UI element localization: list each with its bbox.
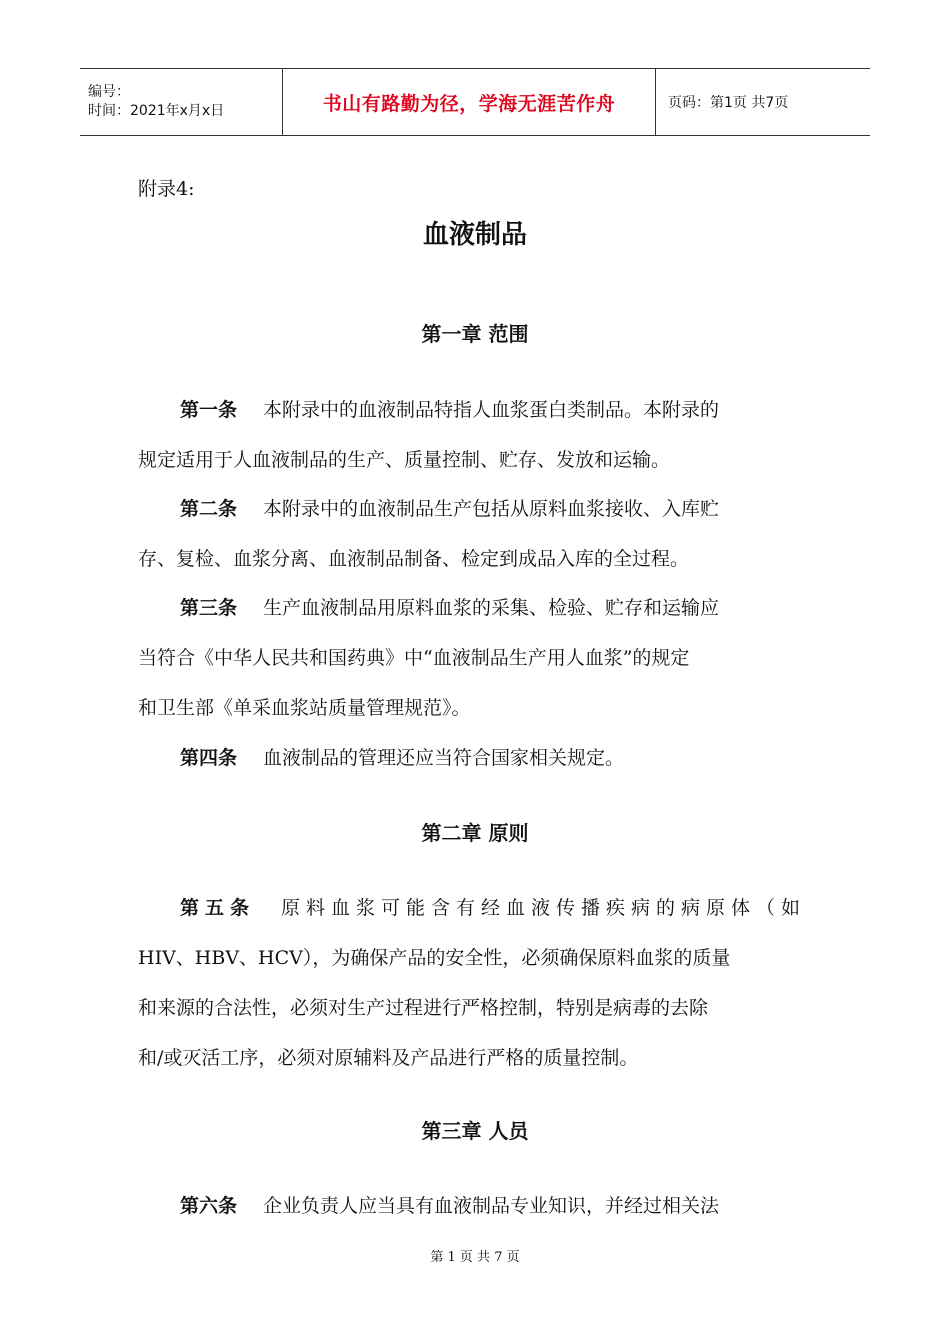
article-1-line-2: 规定适用于人血液制品的生产、质量控制、贮存、发放和运输。	[138, 449, 671, 471]
motto-text: 书山有路勤为径，学海无涯苦作舟	[322, 92, 616, 115]
chapter-heading-one: 第一章 范围	[421, 322, 529, 346]
chapter-heading-three: 第三章 人员	[421, 1119, 529, 1143]
page-info: 页码：第1页 共7页	[668, 95, 789, 111]
article-5-line-3: 和来源的合法性，必须对生产过程进行严格控制，特别是病毒的去除	[138, 997, 709, 1019]
article-2	[138, 484, 814, 584]
article-2-label: 第二条	[180, 498, 238, 520]
article-1	[138, 385, 814, 485]
article-5-line-2: HIV、HBV、HCV），为确保产品的安全性，必须确保原料血浆的质量	[138, 947, 731, 969]
page-title: 血液制品	[422, 220, 527, 250]
article-4	[138, 733, 814, 783]
number-label: 编号：	[88, 84, 130, 100]
article-1-line-1: 本附录中的血液制品特指人血浆蛋白类制品。本附录的	[263, 399, 720, 421]
article-2-line-1: 本附录中的血液制品生产包括从原料血浆接收、入库贮	[263, 498, 720, 520]
article-1-label: 第一条	[180, 399, 238, 421]
article-5	[138, 883, 814, 1083]
article-5-label: 第五条	[180, 897, 256, 919]
article-6-line-1: 企业负责人应当具有血液制品专业知识，并经过相关法	[263, 1195, 720, 1217]
header-page-cell	[656, 69, 870, 135]
page-footer: 第 1 页 共 7 页	[430, 1250, 520, 1265]
article-3-line-1: 生产血液制品用原料血浆的采集、检验、贮存和运输应	[263, 597, 720, 619]
header-table	[80, 68, 870, 136]
article-4-line-1: 血液制品的管理还应当符合国家相关规定。	[263, 747, 625, 769]
article-5-line-1: 原料血浆可能含有经血液传播疾病的病原体（如	[281, 897, 807, 919]
header-left-cell	[80, 69, 282, 135]
article-2-line-2: 存、复检、血浆分离、血液制品制备、检定到成品入库的全过程。	[138, 548, 690, 570]
time-label: 时间：2021年x月x日	[88, 103, 225, 119]
article-3-label: 第三条	[180, 597, 238, 619]
article-3	[138, 583, 814, 733]
article-4-label: 第四条	[180, 747, 238, 769]
appendix-label: 附录4:	[138, 178, 195, 200]
article-3-line-2: 当符合《中华人民共和国药典》中“血液制品生产用人血浆”的规定	[138, 647, 690, 669]
header-motto-cell	[282, 69, 656, 135]
article-3-line-3: 和卫生部《单采血浆站质量管理规范》。	[138, 697, 471, 719]
chapter-heading-two: 第二章 原则	[421, 821, 529, 845]
article-6-label: 第六条	[180, 1195, 238, 1217]
article-6	[138, 1181, 814, 1231]
article-5-line-4: 和/或灭活工序，必须对原辅料及产品进行严格的质量控制。	[138, 1047, 639, 1069]
